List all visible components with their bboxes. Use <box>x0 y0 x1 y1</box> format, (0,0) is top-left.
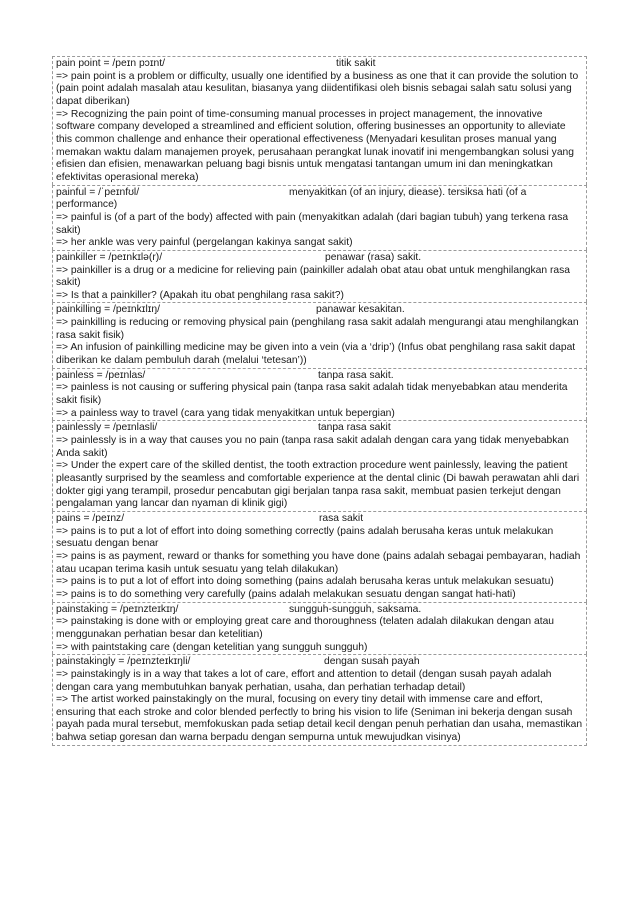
entry-term: painkiller = /peɪnkɪlə(r)/ <box>56 251 163 263</box>
entry-example: => a painless way to travel (cara yang tidak menyakitkan untuk bepergian) <box>56 407 395 419</box>
entry-example: => Recognizing the pain point of time-consuming manual processes in project management, the innovative software company developed a streamlined and efficient solution, offering businesses an opportunity to alleviate this common challenge and enhance their operational effectiveness (Menyadari kesulitan proses manual yang memakan waktu dalam manajemen proyek, perusahaan perangkat lunak inovatif ini mengembangkan solusi yang efisien dan efisien, menawarkan peluang bagi bisnis untuk mengatasi tantangan umum ini dan meningkatkan efektivitas operasional mereka) <box>56 108 575 183</box>
entry-head <box>56 304 583 317</box>
entry-head <box>56 252 583 265</box>
entry-pains <box>52 511 587 602</box>
entry-example: => Under the expert care of the skilled dentist, the tooth extraction procedure went painlessly, leaving the patient pleasantly surprised by the seamless and comfortable experience at the dental clinic (Di bawah perawatan ahli dari dokter gigi yang terampil, prosedur pencabutan gigi berjalan tanpa rasa sakit, membuat pasien terkejut dengan pengalaman yang lancar dan nyaman di klinik gigi) <box>56 460 580 510</box>
entry-gloss: tanpa rasa sakit <box>318 422 391 434</box>
entry-gloss: tanpa rasa sakit. <box>318 369 394 381</box>
entry-head <box>56 422 583 435</box>
entry-example: => An infusion of painkilling medicine may be given into a vein (via a ‘drip’) (Infus obat penghilang rasa sakit dapat diberikan ke dalam pembuluh darah (melalui ‘tetesan’)) <box>56 342 576 367</box>
entry-term: painkilling = /peɪnkɪlɪŋ/ <box>56 304 161 316</box>
entry-definition: => painkilling is reducing or removing physical pain (penghilang rasa sakit adalah mengurangi atau menghilangkan rasa sakit fisik) <box>56 317 579 341</box>
entry-definition: => painstaking is done with or employing great care and thoroughness (telaten adalah dilakukan dengan atau menggunakan perhatian besar dan ketelitian) <box>56 616 555 640</box>
entry-pain-point <box>52 56 587 185</box>
entry-definition: => pains is to put a lot of effort into doing something (pains adalah berusaha keras untuk melakukan sesuatu) <box>56 576 554 588</box>
entry-gloss: titik sakit <box>336 58 376 69</box>
entry-painful <box>52 185 587 250</box>
entry-example: => with paintstaking care (dengan ketelitian yang sungguh sungguh) <box>56 641 368 653</box>
entry-gloss: panawar kesakitan. <box>316 304 405 316</box>
entry-definition: => painlessly is in a way that causes you no pain (tanpa rasa sakit adalah dengan cara yang tidak menyebabkan Anda sakit) <box>56 435 569 459</box>
entry-painstaking <box>52 602 587 655</box>
entry-definition: => pains is as payment, reward or thanks for something you have done (pains adalah sebagai pembayaran, hadiah atau ucapan terima kasih untuk sesuatu yang telah dilakukan) <box>56 550 581 575</box>
entry-definition: => pains is to put a lot of effort into doing something correctly (pains adalah berusaha keras untuk melakukan sesuatu dengan benar <box>56 525 554 550</box>
entry-painless <box>52 368 587 421</box>
entry-definition: => painful is (of a part of the body) affected with pain (menyakitkan adalah (dari bagian tubuh) yang terkena rasa sakit) <box>56 211 569 236</box>
entry-definition: => pain point is a problem or difficulty, usually one identified by a business as one that it can provide the solution to (pain point adalah masalah atau kesulitan, biasanya yang diidentifikasi oleh bisnis sebagai salah satu solusi yang dapat diberikan) <box>56 70 579 107</box>
entry-term: painless = /peɪnlas/ <box>56 369 146 381</box>
entry-gloss: rasa sakit <box>319 512 364 524</box>
entry-head <box>56 58 583 71</box>
entry-painstakingly <box>52 654 587 746</box>
entry-head <box>56 187 583 212</box>
entry-definition: => painless is not causing or suffering physical pain (tanpa rasa sakit adalah tidak menyebabkan atau menderita sakit fisik) <box>56 382 568 407</box>
entry-example: => her ankle was very painful (pergelangan kakinya sangat sakit) <box>56 237 353 249</box>
entry-painkilling <box>52 302 587 367</box>
entry-painlessly <box>52 420 587 511</box>
entry-term: pains = /peɪnz/ <box>56 512 125 524</box>
entry-gloss: dengan susah payah <box>324 656 420 668</box>
entry-definition: => painstakingly is in a way that takes a lot of care, effort and attention to detail (dengan susah payah adalah dengan cara yang membutuhkan banyak perhatian, usaha, dan perhatian terhadap detail) <box>56 668 552 693</box>
entry-term: pain point = /peɪn pɔɪnt/ <box>56 58 165 69</box>
entry-term: painful = /ˈpeɪnfʊl/ <box>56 186 140 198</box>
entry-term: painlessly = /peɪnlasli/ <box>56 422 158 434</box>
entry-painkiller <box>52 250 587 303</box>
entry-term: painstaking = /peɪnzteɪkɪŋ/ <box>56 603 179 615</box>
entry-definition: => painkiller is a drug or a medicine for relieving pain (painkiller adalah obat atau obat untuk menghilangkan rasa sakit) <box>56 264 571 289</box>
dictionary-page <box>52 56 587 746</box>
entry-gloss: sungguh-sungguh, saksama. <box>289 603 422 615</box>
entry-gloss: penawar (rasa) sakit. <box>325 251 422 263</box>
entry-head <box>56 604 583 617</box>
entry-gloss: menyakitkan (of an injury, diease). tersiksa hati (of a performance) <box>56 186 527 211</box>
entry-definition: => pains is to do something very carefully (pains adalah melakukan sesuatu dengan sangat hati-hati) <box>56 588 516 600</box>
entry-example: => Is that a painkiller? (Apakah itu obat penghilang rasa sakit?) <box>56 289 344 301</box>
entry-head <box>56 656 583 669</box>
entry-example: => The artist worked painstakingly on the mural, focusing on every tiny detail with immense care and effort, ensuring that each stroke and color blended perfectly to bring his vision to life (Seniman ini bekerja dengan susah payah pada mural tersebut, memfokuskan pada setiap detail kecil dengan penuh perhatian dan usaha, memastikan bahwa setiap goresan dan warna berpadu dengan sempurna untuk mewujudkan visinya) <box>56 694 583 744</box>
entry-head <box>56 370 583 383</box>
entry-term: painstakingly = /peɪnzteɪkɪŋli/ <box>56 656 191 668</box>
entry-head <box>56 513 583 526</box>
